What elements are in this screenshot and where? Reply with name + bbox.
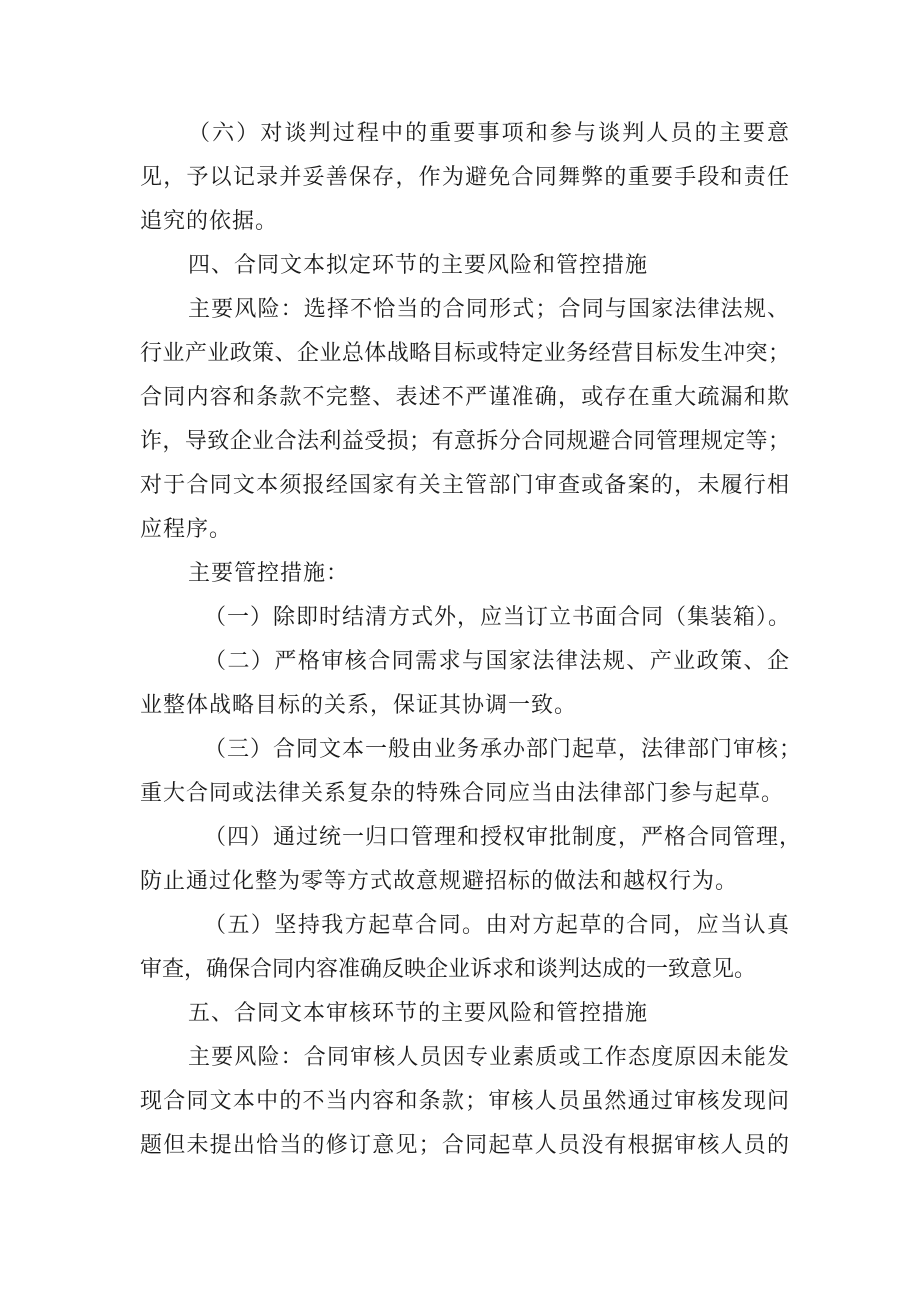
paragraph-control-2 [140,640,790,728]
paragraph-control-5 [140,904,790,992]
paragraph-controls-label [140,552,790,596]
text-line: 诈，导致企业合法利益受损；有意拆分合同规避合同管理规定等； [140,429,790,454]
text-line: 防止通过化整为零等方式故意规避招标的做法和越权行为。 [140,869,739,894]
text-line: 重大合同或法律关系复杂的特殊合同应当由法律部门参与起草。 [140,781,785,806]
section-heading-5 [140,992,790,1036]
text-line: 追究的依据。 [140,209,279,234]
section-heading: 四、合同文本拟定环节的主要风险和管控措施 [188,253,649,278]
text-line: 审查，确保合同内容准确反映企业诉求和谈判达成的一致意见。 [140,957,757,982]
text-line: 主要风险：合同审核人员因专业素质或工作态度原因未能发 [188,1045,790,1070]
text-line: 合同内容和条款不完整、表述不严谨准确，或存在重大疏漏和欺 [140,385,790,410]
text-line: 题但未提出恰当的修订意见；合同起草人员没有根据审核人员的 [140,1133,790,1158]
text-line: 现合同文本中的不当内容和条款；审核人员虽然通过审核发现问 [140,1089,790,1114]
text-line: （一）除即时结清方式外，应当订立书面合同（集装箱）。 [204,605,792,630]
text-line: （二）严格审核合同需求与国家法律法规、产业政策、企 [204,649,790,674]
paragraph-control-3 [140,728,803,816]
section-heading-4 [140,244,790,288]
text-line: 应程序。 [140,517,233,542]
section-heading: 五、合同文本审核环节的主要风险和管控措施 [188,1001,649,1026]
paragraph-negotiation-record [140,112,790,244]
text-line: 见，予以记录并妥善保存，作为避免合同舞弊的重要手段和责任 [140,165,790,190]
text-line: （五）坚持我方起草合同。由对方起草的合同，应当认真 [204,913,790,938]
text-line: （四）通过统一归口管理和授权审批制度，严格合同管理， [204,825,803,850]
paragraph-review-risks [140,1036,790,1168]
text-line: 业整体战略目标的关系，保证其协调一致。 [140,693,578,718]
text-line: （三）合同文本一般由业务承办部门起草，法律部门审核； [204,737,803,762]
paragraph-drafting-risks [140,288,790,552]
text-line: （六）对谈判过程中的重要事项和参与谈判人员的主要意 [188,121,790,146]
text-line: 对于合同文本须报经国家有关主管部门审查或备案的，未履行相 [140,473,790,498]
document-body [140,112,803,1168]
text-line: 主要风险：选择不恰当的合同形式；合同与国家法律法规、 [188,297,790,322]
text-line: 行业产业政策、企业总体战略目标或特定业务经营目标发生冲突； [140,341,790,366]
text-line: 主要管控措施： [188,561,350,586]
paragraph-control-1 [140,596,790,640]
paragraph-control-4 [140,816,803,904]
